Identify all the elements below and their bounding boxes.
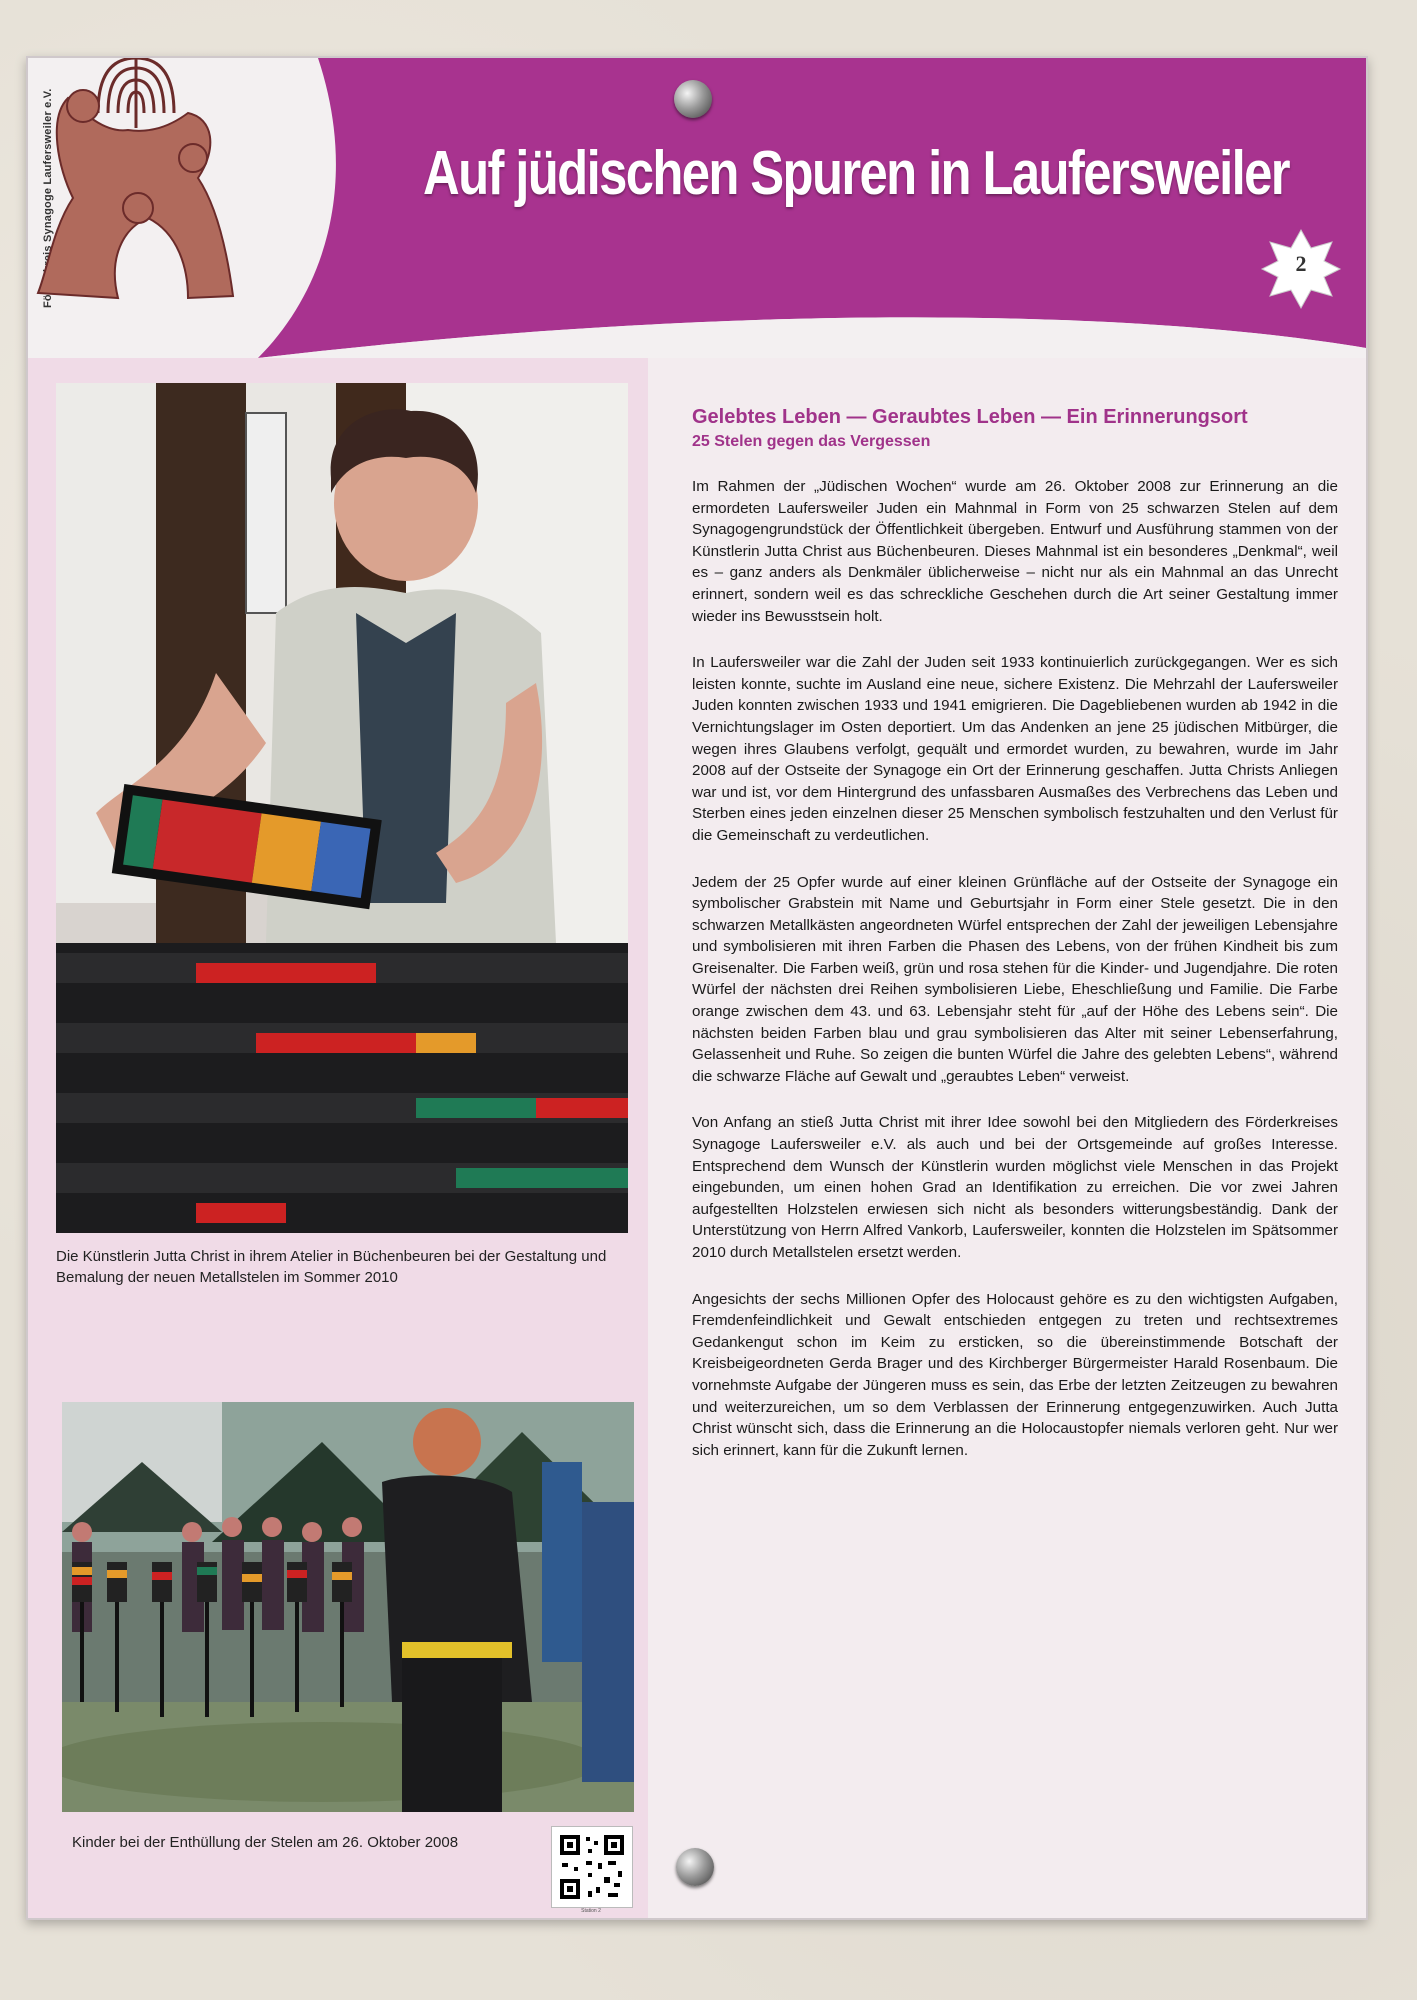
- paragraph-3: Jedem der 25 Opfer wurde auf einer kleinen Grünfläche auf der Ostseite der Synagoge ein symbolischer Grabstein mit Name und Geburtsjahr in Form einer Stele gesetzt. Die in den schwarzen Metallkästen angeordneten Würfel entsprechen der Zahl der jeweiligen Lebensjahre und symbolisieren mit ihren Farben die Phasen des Lebens, von der frühen Kindheit bis zum Greisenalter. Die Farben weiß, grün und rosa stehen für die Kinder- und Jugendjahre. Die roten Würfel der nächsten drei Reihen symbolisieren Liebe, Eheschließung und Familie. Die Farbe orange zwischen dem 43. und 63. Lebensjahr steht für „auf der Höhe des Lebens sein“. Die nächsten beiden Farben blau und grau symbolisieren das Alter mit seiner Lebenserfahrung, Gelassenheit und Ruhe. So zeigen die bunten Würfel die Jahre des gelebten Lebens“, während die schwarze Fläche auf Gewalt und „geraubtes Leben“ verweist.: [692, 873, 1338, 1085]
- sculpture-menorah-logo: [28, 58, 243, 308]
- article-subtitle-2: 25 Stelen gegen das Vergessen: [692, 433, 931, 450]
- photo-artist-atelier: [56, 383, 628, 1233]
- qr-code-icon[interactable]: [551, 1826, 633, 1908]
- information-board: [26, 56, 1368, 1920]
- qr-code-label: Station 2: [581, 1908, 601, 1914]
- photo1-caption: Die Künstlerin Jutta Christ in ihrem Atelier in Büchenbeuren bei der Gestaltung und Bemalung der neuen Metallstelen im Sommer 2010: [56, 1248, 607, 1286]
- paragraph-4: Von Anfang an stieß Jutta Christ mit ihrer Idee sowohl bei den Mitgliedern des Förderkreises Synagoge Laufersweiler e.V. als auch und bei der Ortsgemeinde auf großes Interesse. Entsprechend dem Wunsch der Künstlerin wurden möglichst viele Menschen in das Projekt eingebunden, um einen hohen Grad an Identifikation zu erreichen. Die vor zwei Jahren aufgestellten Holzstelen erwiesen sich nicht als besonders witterungsbeständig. Dank der Unterstützung von Herrn Alfred Vankorb, Laufersweiler, konnten die Holzstelen im Spätsommer 2010 durch Metallstelen ersetzt werden.: [692, 1114, 1338, 1261]
- station-number: 2: [1295, 251, 1307, 276]
- main-title: Auf jüdischen Spuren in Laufersweiler: [423, 139, 1289, 208]
- photo-children-unveiling: [62, 1402, 634, 1812]
- article-body: [692, 476, 1338, 1486]
- paragraph-1: Im Rahmen der „Jüdischen Wochen“ wurde am 26. Oktober 2008 zur Erinnerung an die ermordeten Laufersweiler Juden ein Mahnmal in Form von 25 schwarzen Stelen auf dem Synagogengrundstück der Öffentlichkeit übergeben. Entwurf und Ausführung stammen von der Künstlerin Jutta Christ aus Büchenbeuren. Dieses Mahnmal ist ein besonderes „Denkmal“, weil es – ganz anders als Denkmäler üblicherweise – nicht nur als ein Mahnmal an das Unrecht erinnert, sondern weil es das schreckliche Geschehen durch die Art seiner Gestaltung immer wieder ins Bewusstsein holt.: [692, 478, 1338, 625]
- mounting-screw-bottom: [676, 1848, 714, 1886]
- article-subtitle: Gelebtes Leben — Geraubtes Leben — Ein Erinnerungsort: [692, 406, 1248, 428]
- photo2-caption: Kinder bei der Enthüllung der Stelen am 26. Oktober 2008: [72, 1834, 459, 1851]
- paragraph-5: Angesichts der sechs Millionen Opfer des Holocaust gehöre es zu den wichtigsten Aufgaben, Fremdenfeindlichkeit und Gewalt entschieden entgegen zu treten und rechtsextremes Gedankengut schon im Keim zu ersticken, so die übereinstimmende Botschaft der Kreisbeigeordneten Gerda Brager und des Kirchberger Bürgermeister Harald Rosenbaum. Die vornehmste Aufgabe der Jüngeren muss es sein, das Erbe der letzten Zeitzeugen zu bewahren und weiterzureichen, um so dem Verblassen der Erinnerung entgegenzuwirken. Auch Jutta Christ wünscht sich, dass die Erinnerung an die Holocaustopfer niemals verloren geht. Nur wer sich erinnert, kann für die Zukunft lernen.: [692, 1290, 1338, 1459]
- paragraph-2: In Laufersweiler war die Zahl der Juden seit 1933 kontinuierlich zurückgegangen. Wer es sich leisten konnte, suchte im Ausland eine neue, sichere Existenz. Die Mehrzahl der Laufersweiler Juden konnten zwischen 1933 und 1941 emigrieren. Die Dagebliebenen wurden ab 1942 in die Vernichtungslager im Osten deportiert. Um das Andenken an jene 25 jüdischen Mitbürger, die wegen ihres Glaubens verfolgt, gequält und ermordet wurden, zu bewahren, wurde im Jahr 2008 auf der Ostseite der Synagoge ein Ort der Erinnerung geschaffen. Jutta Christs Anliegen war und ist, vor dem Hintergrund des unfassbaren Ausmaßes des Verbrechens das Leben und Sterben eines jeden einzelnen dieser 25 Menschen symbolisch festzuhalten und den Verlust für die Gemeinschaft zu verdeutlichen.: [692, 654, 1338, 844]
- org-vertical-label: Förderkreis Synagoge Laufersweiler e.V.: [42, 88, 54, 308]
- mounting-screw-top: [674, 80, 712, 118]
